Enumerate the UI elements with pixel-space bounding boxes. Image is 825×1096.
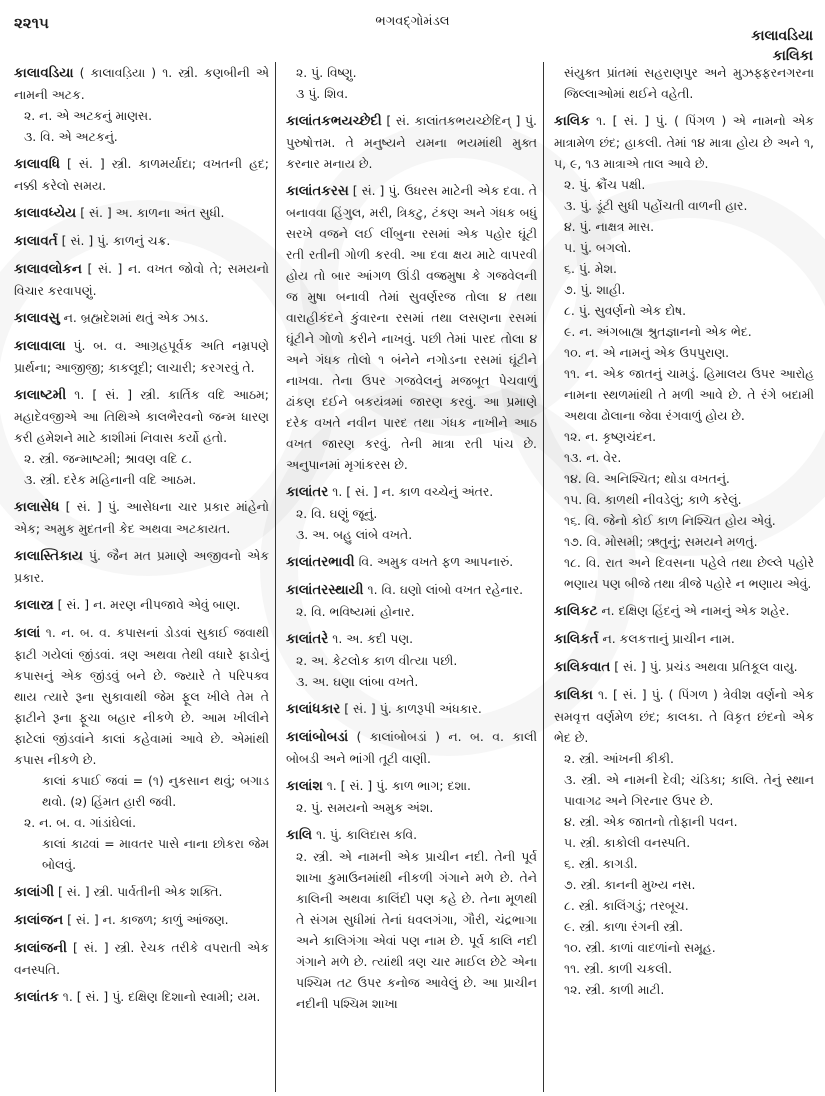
sense-text: ૯. ન. અંગબાહ્ય શ્રુતજ્ઞાનનો એક ભેદ. (564, 324, 752, 339)
sense-text: ૧૧. સ્ત્રી. કાળી ચકલી. (564, 961, 673, 976)
headword: કાલાં (14, 625, 41, 641)
sense-text: ૩. અ. ઘણા લાંબા વખતે. (296, 674, 419, 689)
entry-sense (554, 258, 814, 279)
sense-text: ૭. પું. શાહી. (564, 282, 626, 297)
headword: કાલાંગી (14, 884, 55, 900)
definition-text: ન. બ્રહ્મદેશમાં થતું એક ઝાડ. (63, 310, 209, 325)
entry-sense (286, 797, 537, 818)
dictionary-entry (286, 698, 537, 720)
dictionary-entry (14, 909, 269, 931)
sense-text: ૪. પું. નાક્ષત્ર માસ. (564, 219, 655, 234)
headword: કાલાંતકરસ (286, 183, 349, 199)
entry-definition (14, 545, 269, 588)
definition-text: [ સં. ] સ્ત્રી. કાળમર્યાદા; વખતની હદ; નક્કી કરેલો સમય. (14, 156, 269, 193)
headword: કાલાષ્ટમી (14, 387, 67, 403)
dictionary-entry (554, 656, 814, 678)
entry-sense (554, 552, 814, 594)
sense-text: ૬. પું. મેશ. (564, 261, 617, 276)
definition-text: વિ. અમુક વખતે ફળ આપનારું. (358, 554, 514, 569)
headword: કાલાંતર (286, 484, 329, 500)
headword: કાલાવર્ત (14, 233, 58, 249)
dictionary-entry (286, 726, 537, 769)
definition-text: પું. બ. વ. આગ્રહપૂર્વક અતિ નમ્રપણે પ્રાર્થના; આજીજી; કાકલૂદી; લાચારી; કરગરવું તે. (14, 338, 269, 375)
entry-sense (554, 748, 814, 769)
dictionary-entry (286, 579, 537, 622)
sense-text: ૬. સ્ત્રી. કાગડી. (564, 856, 638, 871)
headword: કાલાંજની (14, 940, 68, 956)
entry-definition (14, 335, 269, 378)
sense-text: ૧૧. ન. એક જાતનું ચામડું. હિમાલય ઉપર આરોહ નામના સ્થળમાંથી તે મળી આવે છે. તે રંગે બદામી અથવા ઢોલાના જેવા રંગવાળું હોય છે. (564, 366, 814, 423)
sense-text: ૨. સ્ત્રી. જન્માષ્ટમી; શ્રાવણ વદિ ૮. (24, 451, 193, 466)
headword: કાલાસ્ત્ર (14, 597, 54, 613)
definition-text: [ સં. ] પું. કાળનું ચક્ર. (61, 233, 171, 248)
headword: કાલિક (554, 113, 590, 129)
headword: કાલાસ્તિકાય (14, 548, 83, 564)
entry-definition (554, 656, 814, 678)
entry-sense (286, 83, 537, 104)
sense-text: ૧૨. સ્ત્રી. કાળી માટી. (564, 982, 665, 997)
entry-definition (286, 579, 537, 601)
dictionary-entry (554, 62, 814, 104)
entry-definition (14, 258, 269, 301)
definition-text: ૧. [ સં. ] ન. કાળ વચ્ચેનું અંતર. (332, 484, 494, 499)
entry-sense (554, 895, 814, 916)
headword: કાલિકર્ત (554, 631, 599, 647)
entry-definition (286, 726, 537, 769)
sense-text: ૭. સ્ત્રી. કાનની મુખ્ય નસ. (564, 877, 696, 892)
definition-text: સંયુક્ત પ્રાંતમાં સહરાણપુર અને મુઝફ્ફરનગરના જિલ્લાઓમાં થઈને વહેતી. (564, 65, 814, 101)
entry-sense (554, 979, 814, 1000)
definition-text: [ સં. ] ન. મરણ નીપજાવે એવું બાણ. (57, 597, 241, 612)
dictionary-entry (554, 628, 814, 650)
entry-sense (14, 105, 269, 126)
definition-text: [ સં. ] પું. કાળરૂપી અંધકાર. (344, 701, 482, 716)
entry-sense (554, 853, 814, 874)
entry-sense (554, 447, 814, 468)
entry-sense (554, 468, 814, 489)
entry-sense (554, 832, 814, 853)
definition-text: ન. કલકત્તાનું પ્રાચીન નામ. (602, 631, 735, 646)
sense-text: ૫. પું. બગલો. (564, 240, 632, 255)
dictionary-columns (14, 62, 814, 1092)
sense-text: ૧૫. વિ. કાળથી નીવડેલું; કાળે કરેલું. (564, 492, 742, 507)
page-header (0, 0, 825, 64)
entry-definition (14, 496, 269, 539)
definition-text: ૨. પું. વિષ્ણુ. (296, 65, 357, 80)
headword: કાલાવાલા (14, 338, 66, 354)
entry-definition (286, 481, 537, 503)
page-number: ૨૨૧૫ (14, 14, 49, 32)
definition-text: ૧. [ સં. ] સ્ત્રી. કાર્તિક વદિ આઠમ; મહાદેવજીએ આ તિથિએ કાલભૈરવનો જન્મ ધારણ કરી હમેશને માટે કાશીમાં નિવાસ કર્યો હતો. (14, 387, 269, 445)
sense-text: ૩. અ. બહુ લાંબે વખતે. (296, 527, 413, 542)
sense-text: ૨. પું. ક્રૌંચ પક્ષી. (564, 177, 646, 192)
dictionary-entry (14, 230, 269, 252)
definition-text: [ સં. ] ન. વખત જોવો તે; સમયનો વિચાર કરવાપણું. (14, 261, 269, 298)
sense-text: ૨. વિ. ઘણું જૂનું. (296, 506, 378, 521)
sense-text: ૧૦. ન. એ નામનું એક ઉપપુરાણ. (564, 345, 730, 360)
entry-definition (14, 986, 269, 1008)
entry-definition (554, 600, 814, 622)
dictionary-entry (14, 62, 269, 147)
column-2 (276, 62, 544, 1092)
sense-text: ૩. વિ. એ અટકનું. (24, 129, 118, 144)
dictionary-entry (286, 824, 537, 1014)
entry-definition (554, 684, 814, 748)
definition-text: [ સં. ] અ. કાળના અંત સુધી. (80, 205, 225, 220)
dictionary-entry (14, 937, 269, 980)
headword: કાલાંશ (286, 778, 323, 794)
entry-sense (554, 216, 814, 237)
entry-sense (554, 958, 814, 979)
entry-sense (554, 916, 814, 937)
entry-definition (286, 775, 537, 797)
guide-word-first: કાલાવડિયા (751, 28, 813, 44)
sense-text: ૮. પું. સુવર્ણનો એક દોષ. (564, 303, 687, 318)
sense-text: ૨. વિ. ભવિષ્યમાં હોનાર. (296, 604, 415, 619)
entry-sense (286, 650, 537, 671)
sense-text: ૨. સ્ત્રી. આંખની કીકી. (564, 751, 674, 766)
entry-definition (554, 110, 814, 174)
headword: કાલિકવાત (554, 659, 611, 675)
entry-sense (554, 363, 814, 426)
entry-sense (286, 601, 537, 622)
entry-sense (554, 195, 814, 216)
entry-sense (554, 531, 814, 552)
headword: કાલાંતરસ્થાયી (286, 582, 364, 598)
sense-text: ૩. સ્ત્રી. એ નામની દેવી; ચંડિકા; કાલિ. તેનું સ્થાન પાવાગઢ અને ગિરનાર ઉપર છે. (564, 772, 814, 808)
sense-text: ૨. અ. કેટલોક કાળ વીત્યા પછી. (296, 653, 458, 668)
sense-text: ૧૩. ન. વેર. (564, 450, 622, 465)
entry-definition (286, 551, 537, 573)
definition-text: ( કાલાંબોબડાં ) ન. બ. વ. કાલી બોબડી અને ભાંગી તૂટી વાણી. (286, 729, 537, 766)
dictionary-entry (286, 775, 537, 818)
definition-text: ૧. [ સં. ] પું. ( પિંગળ ) એ નામનો એક માત્રામેળ છંદ; હાકલી. તેમાં ૧૪ માત્રા હોય છે અને ૧, ૫, ૯, ૧૩ માત્રાએ તાલ આવે છે. (554, 113, 814, 171)
sense-text: ૧૦. સ્ત્રી. કાળાં વાદળાંનો સમૂહ. (564, 940, 716, 955)
definition-text: [ સં. ] પું. આસેધના ચાર પ્રકાર માંહેનો એક; અમુક મુદતની કેદ અથવા અટકાયત. (14, 499, 269, 536)
dictionary-entry (14, 384, 269, 490)
headword: કાલાંતકભયચ્છેદી (286, 113, 382, 129)
entry-sense (554, 937, 814, 958)
headword: કાલાવસુ (14, 310, 60, 326)
sense-text: ૮. સ્ત્રી. કાલિંગડું; તરબૂચ. (564, 898, 689, 913)
idiom-text: કાલાં કાઢવાં = માવતર પાસે નાના છોકરા જેમ બોલવું. (42, 836, 269, 872)
headword: કાલાવધિ (14, 156, 60, 172)
entry-sense (14, 469, 269, 490)
entry-definition (14, 62, 269, 105)
dictionary-entry (14, 986, 269, 1008)
definition-text: [ સં. ] પું. ઉધરસ માટેની એક દવા. તે બનાવવા હિંગુલ, મરી, ત્રિકટુ, ટંકણ અને ગંધક બધું સરખે વજને લઈ લીંબુના રસમાં એક પહોર ઘૂંટી રતી રતીની ગોળી કરવી. આ દવા ક્ષય માટે વાપરવી હોય તો બાર આંગળ ઊંડી વજ્રમુષા કે ગજવેલની જ મુષા બનાવી તેમાં સુવર્ણરજ તોલા ૪ તથા વારાહીકંદને કુંવારના રસમાં તથા લસણના રસમાં ઘૂંટીને ગોળો કરીને નાખવું. પછી તેમાં પારદ તોલા ૪ અને ગંધક તોલો ૧ બંનેને નગોડના રસમાં ઘૂંટીને નાખવા. તેના ઉપર ગજવેલનું મજબૂત પેચવાળું ઢાંકણ દઈને બકયંત્રમાં જારણ કરવું. આ પ્રમાણે દરેક વખતે નવીન પારદ તથા ગંધક નાખીને આઠ વખત જારણ કરવું. તેની માત્રા રતી પાંચ છે. અનુપાનમાં મૃગાંકરસ છે. (286, 183, 537, 472)
dictionary-entry (14, 881, 269, 903)
entry-definition (14, 881, 269, 903)
entry-sense (554, 769, 814, 811)
headword: કાલાંતક (14, 989, 59, 1005)
entry-sense (554, 300, 814, 321)
entry-definition (286, 62, 537, 83)
definition-text: ૧. ન. બ. વ. કપાસનાં ડોડવાં સુકાઈ જવાથી ફાટી ગયેલાં જીંડવાં. ત્રણ અથવા તેથી વધારે ફાડોનું કપાસનું એક જીંડવું બને છે. જ્યારે તે પરિપક્વ થાય ત્યારે રૂના સુકાવાથી જેમ ફૂલ ખીલે તેમ તે ફાટીને રૂના ફૂચા બહાર નીકળે છે. આમ ખીલીને ફાટેલાં જીંડવાંને કાલાં કહેવામાં આવે છે. એમાંથી કપાસ નીકળે છે. (14, 625, 269, 767)
dictionary-entry (14, 258, 269, 301)
dictionary-entry (286, 62, 537, 104)
entry-definition (14, 307, 269, 329)
headword: કાલિકટ (554, 603, 598, 619)
entry-definition (14, 230, 269, 252)
entry-sense (554, 489, 814, 510)
entry-sense (554, 174, 814, 195)
sense-text: ૨. ન. એ અટકનું માણસ. (24, 108, 153, 123)
sense-text: ૧૪. વિ. અનિશ્ચિત; થોડા વખતનું. (564, 471, 730, 486)
sense-text: ૩ પું. શિવ. (296, 86, 349, 101)
entry-sense (554, 237, 814, 258)
entry-sense (14, 126, 269, 147)
sense-text: ૯. સ્ત્રી. કાળા રંગની સ્ત્રી. (564, 919, 684, 934)
entry-definition (554, 628, 814, 650)
sense-text: ૧૬. વિ. જેનો કોઈ કાળ નિશ્ચિત હોય એવું. (564, 513, 776, 528)
sense-text: ૩. પું. ડૂંટી સુધી પહોંચતી વાળની હાર. (564, 198, 748, 213)
guide-word-last: કાલિકા (772, 48, 813, 64)
dictionary-entry (554, 110, 814, 594)
dictionary-entry (286, 551, 537, 573)
guide-words (751, 26, 813, 66)
sense-text: ૨. સ્ત્રી. એ નામની એક પ્રાચીન નદી. તેની પૂર્વ શાખા કુમાઉનમાંથી નીકળી ગંગાને મળે છે. તેને કાલિની અથવા કાલિંદી પણ કહે છે. તેના મૂળથી તે સંગમ સુધીમાં તેનાં ધવલગંગા, ગૌરી, ચંદ્રભાગા અને કાલિગંગા એવાં પણ નામ છે. પૂર્વ કાલિ નદી ગંગાને મળે છે. ત્યાંથી ત્રણ ચાર માઈલ છેટે એના પશ્ચિમ તટ ઉપર કનોજ આવેલું છે. આ પ્રાચીન નદીની પશ્ચિમ શાખા (296, 849, 537, 1011)
entry-definition (14, 153, 269, 196)
headword: કાલિકા (554, 687, 593, 703)
headword: કાલાંતરે (286, 631, 329, 647)
entry-sense (14, 770, 269, 812)
sense-text: ૫. સ્ત્રી. કાકોલી વનસ્પતિ. (564, 835, 691, 850)
definition-text: ૧. [ સં. ] પું. ( પિંગળ ) ત્રેવીશ વર્ણનો એક સમવૃત્ત વર્ણમેળ છંદ; કાલકા. તે વિકૃત છંદનો એક ભેદ છે. (554, 687, 814, 745)
definition-text: ન. દક્ષિણ હિંદનું એ નામનું એક શહેર. (601, 603, 790, 618)
column-3 (544, 62, 814, 1092)
entry-definition (286, 628, 537, 650)
dictionary-entry (554, 600, 814, 622)
entry-sense (554, 874, 814, 895)
definition-text: [ સં. ] ન. કાજળ; કાળું આંજણ. (67, 912, 229, 927)
dictionary-entry (14, 545, 269, 588)
dictionary-entry (14, 335, 269, 378)
entry-sense (14, 833, 269, 875)
dictionary-entry (14, 202, 269, 224)
entry-definition (14, 594, 269, 616)
definition-text: ૧. [ સં. ] પું. દક્ષિણ દિશાનો સ્વામી; યમ. (62, 989, 261, 1004)
column-1 (14, 62, 276, 1092)
sense-text: ૧૮. વિ. રાત અને દિવસના પહેલે તથા છેલ્લે પહોરે ભણાય પણ બીજે તથા ત્રીજે પહોરે ન ભણાય એવું. (564, 555, 814, 591)
entry-sense (286, 671, 537, 692)
idiom-text: કાલાં કપાઈ જવાં = (૧) નુકસાન થવું; બગાડ થવો. (૨) હિંમત હારી જવી. (42, 773, 269, 809)
sense-text: ૧૨. ન. કૃષ્ણચંદન. (564, 429, 657, 444)
dictionary-entry (286, 628, 537, 692)
entry-sense (286, 524, 537, 545)
dictionary-entry (14, 307, 269, 329)
dictionary-entry (14, 622, 269, 875)
entry-sense (554, 342, 814, 363)
definition-text: પું. જૈન મત પ્રમાણે અજીવનો એક પ્રકાર. (14, 548, 269, 585)
dictionary-entry (554, 684, 814, 1000)
sense-text: ૨. પું. સમયનો અમુક અંશ. (296, 800, 434, 815)
entry-definition (14, 202, 269, 224)
entry-definition (554, 62, 814, 104)
entry-definition (286, 110, 537, 174)
definition-text: ૧. અ. કદી પણ. (332, 631, 414, 646)
entry-definition (14, 909, 269, 931)
definition-text: [ સં. ] પું. પ્રચંડ અથવા પ્રતિકૂલ વાયુ. (614, 659, 798, 674)
definition-text: ( કાલાવડ઼િયા ) ૧. સ્ત્રી. કણબીની એ નામની અટક. (14, 65, 269, 102)
headword: કાલાંજન (14, 912, 64, 928)
dictionary-entry (286, 110, 537, 174)
dictionary-entry (286, 180, 537, 475)
entry-sense (286, 503, 537, 524)
sense-text: ૩. સ્ત્રી. દરેક મહિનાની વદિ આઠમ. (24, 472, 197, 487)
headword: કાલિ (286, 827, 313, 843)
definition-text: ૧. વિ. ઘણો લાંબો વખત રહેનાર. (367, 582, 524, 597)
sense-text: ૧૭. વિ. મોસમી; ઋતુનું; સમયને મળતું. (564, 534, 758, 549)
entry-definition (286, 698, 537, 720)
entry-definition (14, 622, 269, 770)
entry-sense (286, 846, 537, 1014)
headword: કાલાંબોબડાં (286, 729, 349, 745)
sense-text: ૨. ન. બ. વ. ગાંડાંઘેલાં. (24, 815, 137, 830)
dictionary-entry (14, 153, 269, 196)
entry-sense (14, 812, 269, 833)
definition-text: ૧. પું. કાલિદાસ કવિ. (316, 827, 418, 842)
entry-definition (286, 824, 537, 846)
book-title: ભગવદ્ગોમંડલ (375, 14, 450, 29)
headword: કાલાવધ્યેય (14, 205, 77, 221)
dictionary-entry (286, 481, 537, 545)
headword: કાલાંતરભાવી (286, 554, 355, 570)
entry-sense (554, 510, 814, 531)
entry-sense (554, 321, 814, 342)
sense-text: ૪. સ્ત્રી. એક જાતનો તોફાની પવન. (564, 814, 738, 829)
definition-text: [ સં. કાલાંતકભયચ્છેદિન્ ] પું. પુરુષોત્તમ. તે મનુષ્યને યમના ભયમાંથી મુક્ત કરનાર મનાય છે. (286, 113, 537, 171)
entry-sense (554, 811, 814, 832)
definition-text: [ સં. ] સ્ત્રી. પાર્વતીની એક શક્તિ. (58, 884, 223, 899)
headword: કાલાવલોકન (14, 261, 82, 277)
definition-text: [ સં. ] સ્ત્રી. રેચક તરીકે વપરાતી એક વનસ્પતિ. (14, 940, 269, 977)
entry-sense (554, 279, 814, 300)
definition-text: ૧. [ સં. ] પું. કાળ ભાગ; દશા. (326, 778, 471, 793)
dictionary-entry (14, 496, 269, 539)
headword: કાલાવડિયા (14, 65, 74, 81)
entry-definition (286, 180, 537, 475)
entry-sense (14, 448, 269, 469)
entry-sense (554, 426, 814, 447)
dictionary-entry (14, 594, 269, 616)
headword: કાલાંધકાર (286, 701, 341, 717)
entry-definition (14, 384, 269, 448)
headword: કાલાસેધ (14, 499, 60, 515)
entry-definition (14, 937, 269, 980)
